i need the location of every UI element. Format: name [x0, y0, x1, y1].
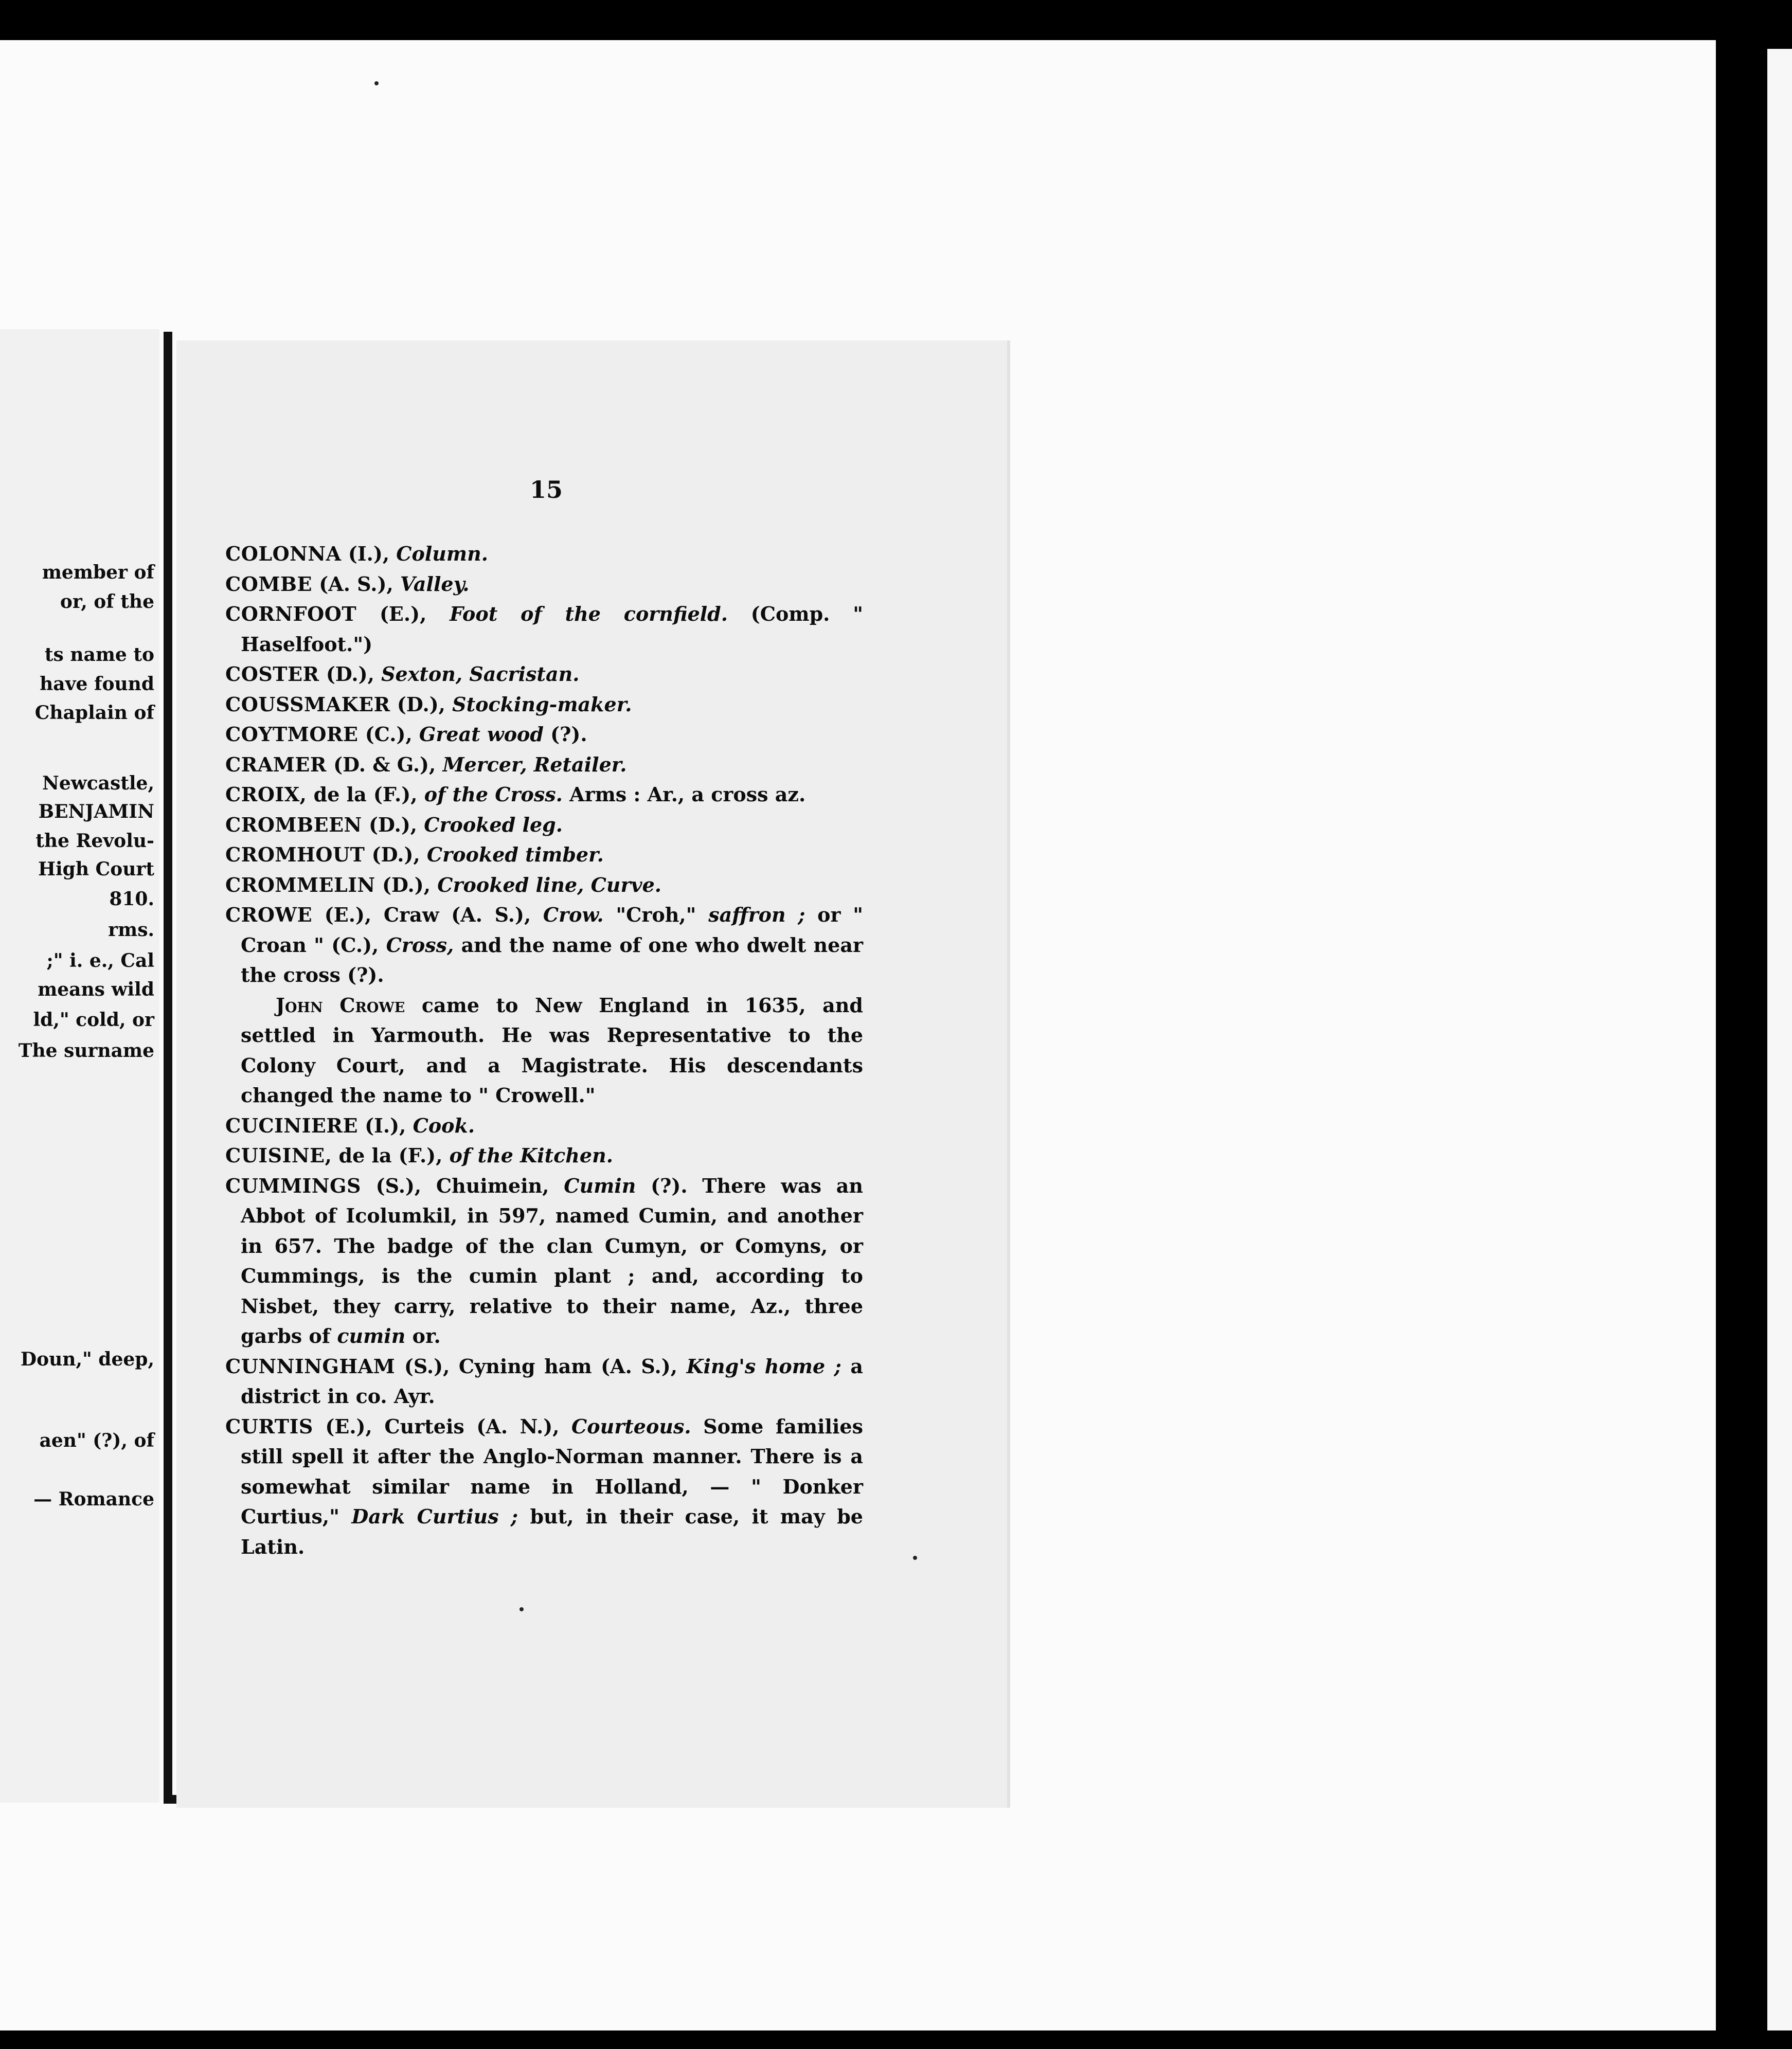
entry-text: (D.), [365, 843, 427, 866]
previous-page-line: or, of the [60, 591, 154, 613]
previous-page-line: Newcastle, [42, 772, 154, 794]
previous-page-line: ld," cold, or [33, 1009, 154, 1031]
entry-meaning: Sexton, Sacristan. [381, 662, 580, 686]
entry-text: Arms : Ar., a cross az. [562, 783, 806, 806]
entry-text: "Croh," [603, 903, 709, 926]
entry-headword: CROIX, [225, 783, 307, 806]
entry-text: (S.), Chuimein, [361, 1174, 564, 1197]
entry-headword: CURTIS [225, 1414, 313, 1438]
dust-speck [519, 1607, 524, 1611]
previous-page-line: aen" (?), of [39, 1430, 154, 1451]
entry-text: (I.), [357, 1113, 413, 1137]
entry-headword: COSTER [225, 662, 319, 686]
entry-text: (D.), [390, 692, 453, 716]
page-body [225, 539, 863, 1562]
entry-meaning: Cook. [413, 1113, 475, 1137]
dictionary-entry [225, 599, 863, 659]
entry-headword: CROMMELIN [225, 873, 375, 896]
previous-page-line: Chaplain of [34, 702, 154, 724]
entry-meaning: Cumin [564, 1174, 636, 1197]
entry-meaning: Valley. [400, 572, 470, 596]
book-spine [164, 332, 172, 1803]
entry-text: (D.), [319, 662, 382, 686]
previous-page-line: the Revolu- [35, 830, 154, 852]
dictionary-entry [225, 690, 863, 720]
entry-text: and the name of one who dwelt near the cross (?). [241, 933, 864, 986]
entry-text: (S.), Cyning ham (A. S.), [395, 1354, 687, 1378]
dictionary-entry [225, 659, 863, 690]
entry-meaning: Foot of the cornfield. [450, 602, 728, 625]
dictionary-entry [225, 780, 863, 810]
previous-page-line: member of [42, 562, 154, 583]
dust-speck [913, 1556, 917, 1560]
entry-text: (D.), [375, 873, 438, 896]
adjacent-page-strip [1767, 49, 1792, 2030]
entry-meaning: Courteous. [571, 1414, 691, 1438]
dictionary-entry [225, 539, 863, 569]
dust-speck [374, 81, 379, 85]
page-number: 15 [530, 476, 563, 504]
entry-text: or " Croan " (C.), [241, 903, 864, 957]
entry-meaning: Crooked leg. [424, 813, 563, 836]
entry-meaning: Crooked timber. [426, 843, 604, 866]
entry-headword: CUMMINGS [225, 1174, 361, 1197]
dictionary-entry [225, 720, 863, 750]
entry-headword: COYTMORE [225, 723, 359, 746]
entry-note [225, 991, 863, 1111]
entry-text: (D.), [362, 813, 424, 836]
previous-page-line: means wild [38, 979, 154, 1000]
entry-text: Some families still spell it after the Anglo-Norman manner. There is a somewhat similar name in Holland, — " Donker Curtius," [241, 1414, 863, 1528]
entry-headword: CROMBEEN [225, 813, 362, 836]
dictionary-entry [225, 870, 863, 901]
person-name: John Crowe [276, 993, 405, 1017]
entry-headword: CORNFOOT [225, 602, 357, 625]
entry-text: (D. & G.), [326, 752, 443, 776]
entry-meaning: of the Cross. [424, 783, 563, 806]
entry-text: (?). There was an Abbot of Icolumkil, in 597, named Cumin, and another in 657. The badge of the clan Cumyn, or Comyns, or Cummings, is the cumin plant ; and, according to Nisbet, they carry, relative to their name, Az., three garbs of [241, 1174, 863, 1347]
entry-text: or. [405, 1324, 441, 1347]
entry-text: came to New England in 1635, and settled in Yarmouth. He was Representative to the Colony Court, and a Magistrate. His descendants changed the name to " Crowell." [241, 993, 863, 1107]
entry-meaning: Column. [396, 542, 488, 565]
previous-page-line: Doun," deep, [20, 1349, 154, 1370]
entry-headword: CUCINIERE [225, 1113, 358, 1137]
entry-meaning: Great wood [419, 723, 544, 746]
entry-meaning: King's home ; [686, 1354, 841, 1378]
entry-text: (E.), Craw (A. S.), [312, 903, 543, 926]
entry-text: a district in co. Ayr. [241, 1354, 863, 1408]
entry-meaning: saffron ; [708, 903, 805, 926]
entry-text: de la (F.), [332, 1144, 450, 1167]
previous-page-line: — Romance [33, 1488, 154, 1510]
dictionary-entry [225, 810, 863, 840]
entry-meaning: Cross, [386, 933, 454, 957]
entry-text: (C.), [358, 723, 419, 746]
dictionary-entry [225, 900, 863, 991]
previous-page-line: 810. [109, 888, 154, 910]
entry-meaning: Crooked line, Curve. [437, 873, 662, 896]
dictionary-entry [225, 1412, 863, 1562]
entry-text: (E.), Curteis (A. N.), [313, 1414, 572, 1438]
dictionary-entry [225, 1352, 863, 1412]
entry-meaning: cumin [337, 1324, 406, 1347]
entry-meaning: Stocking-maker. [452, 692, 632, 716]
entry-text: de la (F.), [307, 783, 424, 806]
entry-text: but, in their case, it may be Latin. [241, 1505, 863, 1558]
entry-text: (I.), [341, 542, 397, 565]
entry-meaning: Mercer, Retailer. [442, 752, 627, 776]
previous-page-line: ;" i. e., Cal [46, 950, 154, 972]
entry-headword: CUNNINGHAM [225, 1354, 396, 1378]
entry-headword: COLONNA [225, 542, 342, 565]
entry-text: (E.), [356, 602, 450, 625]
dictionary-entry [225, 840, 863, 870]
entry-meaning: Dark Curtius ; [351, 1505, 518, 1528]
dictionary-entry [225, 569, 863, 600]
dictionary-entry [225, 750, 863, 780]
entry-headword: CROMHOUT [225, 843, 365, 866]
entry-text: (A. S.), [312, 572, 400, 596]
entry-headword: CROWE [225, 903, 313, 926]
entry-meaning: Crow. [543, 903, 604, 926]
previous-page-line: have found [40, 673, 154, 695]
previous-page-fragment [0, 329, 159, 1803]
previous-page-line: BENJAMIN [38, 801, 154, 822]
entry-headword: CRAMER [225, 752, 327, 776]
entry-headword: CUISINE, [225, 1144, 332, 1167]
entry-headword: COUSSMAKER [225, 692, 390, 716]
entry-meaning: of the Kitchen. [449, 1144, 613, 1167]
previous-page-line: The surname [18, 1040, 154, 1062]
entry-text: (Comp. " Haselfoot.") [241, 602, 863, 656]
previous-page-line: High Court [38, 858, 154, 880]
dictionary-entry [225, 1141, 863, 1171]
dictionary-entry [225, 1171, 863, 1352]
previous-page-line: rms. [108, 919, 154, 941]
entry-headword: COMBE [225, 572, 312, 596]
entry-text: (?). [543, 723, 587, 746]
dictionary-entry [225, 1111, 863, 1141]
previous-page-line: ts name to [44, 644, 154, 666]
